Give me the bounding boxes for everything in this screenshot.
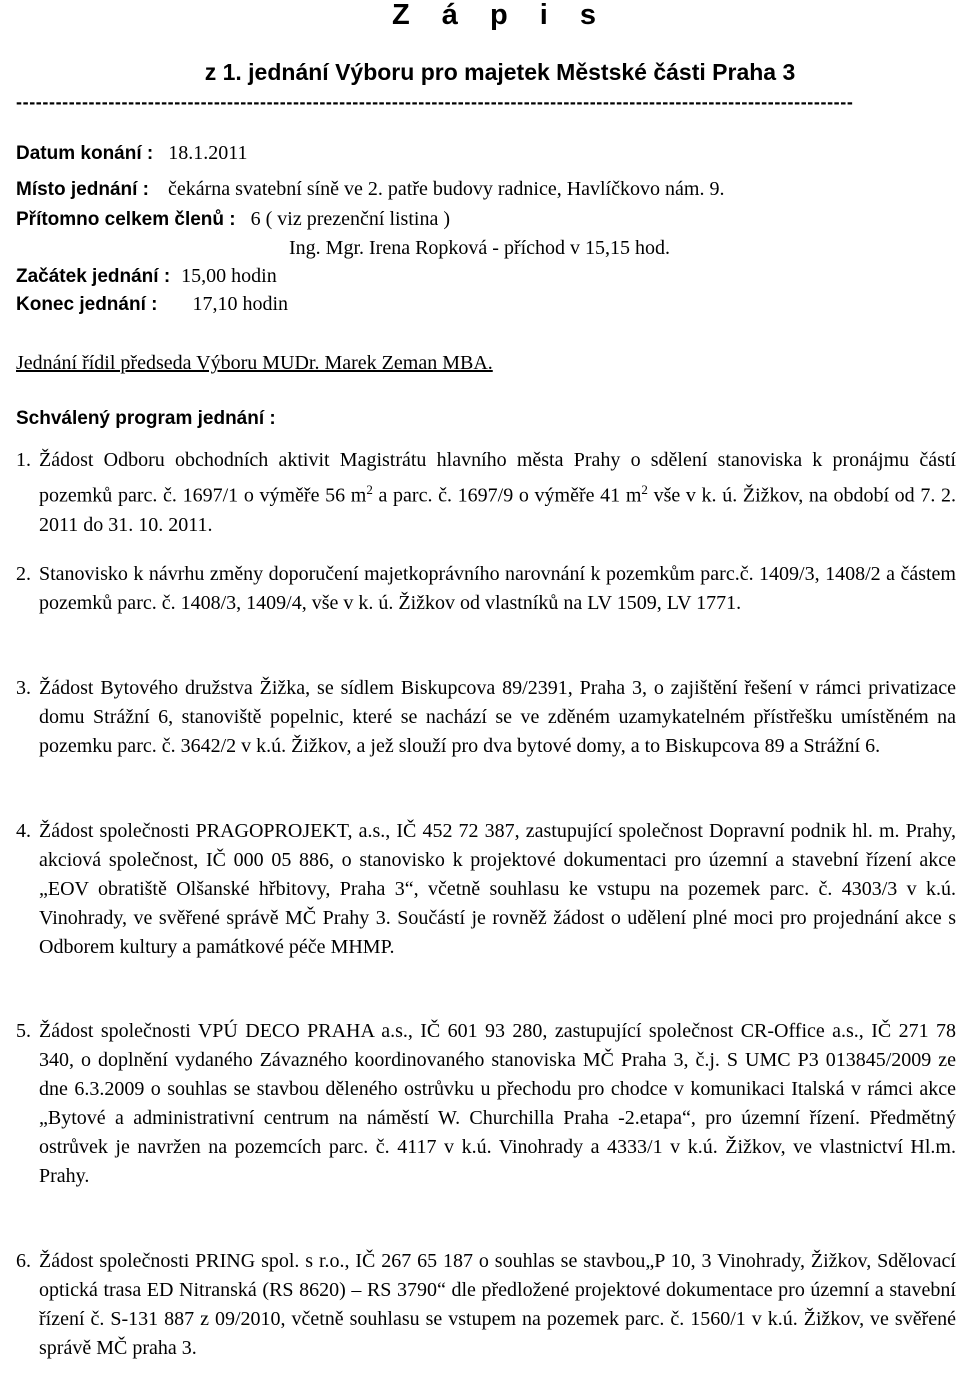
date-label: Datum konání : — [16, 143, 154, 164]
item-text-part: Žádost Odboru obchodních aktivit Magistrátu hlavního města Prahy o sdělení stanoviska k pronájmu částí pozemků parc. č. 1697/1 o výměře 56 m — [39, 449, 956, 507]
start-time-row — [16, 264, 277, 289]
item-number: 5. — [16, 1020, 31, 1042]
place-label: Místo jednání : — [16, 179, 149, 200]
present-label: Přítomno celkem členů : — [16, 209, 236, 230]
separator-line: ------------------------------------------------------------------------------------------------------------------------------- — [16, 92, 854, 112]
end-value: 17,10 hodin — [192, 293, 289, 315]
item-text-part: vše v k. ú. Žižkov, na období od 7. 2. 2011 do 31. 10. 2011. — [39, 484, 956, 536]
place-value: čekárna svatební síně ve 2. patře budovy radnice, Havlíčkovo nám. 9. — [168, 178, 725, 200]
item-text: Žádost společnosti PRING spol. s r.o., IČ 267 65 187 o souhlas se stavbou„P 10, 3 Vinohrady, Žižkov, Sdělovací optická trasa ED Nitranská (RS 8620) – RS 3790“ dle předložené projektové dokumentace pro územní a stavební řízení č. S-131 887 z 09/2010, včetně souhlasu se vstupem na pozemek parc. č. 1560/1 v k.ú. Žižkov, ve svěřené správě MČ praha 3. — [39, 1250, 956, 1359]
start-value: 15,00 hodin — [181, 265, 277, 287]
item-number: 1. — [16, 449, 31, 471]
present-value: 6 ( viz prezenční listina ) — [250, 208, 450, 230]
program-item-2 — [16, 560, 956, 618]
chairman-text: Jednání řídil předseda Výboru MUDr. Marek Zeman MBA. — [16, 352, 493, 374]
superscript: 2 — [366, 482, 373, 497]
document-title: Z á p i s — [392, 0, 608, 31]
start-label: Začátek jednání : — [16, 266, 171, 287]
attendance-row — [16, 207, 450, 232]
item-text: Žádost společnosti PRAGOPROJEKT, a.s., IČ 452 72 387, zastupující společnost Dopravní podnik hl. m. Prahy, akciová společnost, IČ 000 05 886, o stanovisko k projektové dokumentaci pro územní a stavební řízení akce „EOV obratiště Olšanské hřbitovy, Praha 3“, včetně souhlasu ke vstupu na pozemek parc. č. 4303/3 v k.ú. Vinohrady, ve svěřené správě MČ Prahy 3. Součástí je rovněž žádost o udělení plné moci pro projednání akce s Odborem kultury a památkové péče MHMP. — [39, 820, 956, 958]
program-item-4 — [16, 817, 956, 962]
chairman-line — [16, 351, 493, 375]
program-item-6 — [16, 1247, 956, 1363]
program-item-3 — [16, 674, 956, 761]
date-value: 18.1.2011 — [168, 142, 248, 164]
meeting-date-row — [16, 141, 248, 166]
program-heading: Schválený program jednání : — [16, 408, 276, 429]
program-item-5 — [16, 1017, 956, 1191]
superscript: 2 — [641, 482, 648, 497]
item-number: 6. — [16, 1250, 31, 1272]
item-number: 4. — [16, 820, 31, 842]
end-time-row — [16, 292, 288, 317]
item-text: Stanovisko k návrhu změny doporučení majetkoprávního narovnání k pozemkům parc.č. 1409/3, 1408/2 a částem pozemků parc. č. 1408/3, 1409/4, vše v k. ú. Žižkov od vlastníků na LV 1509, LV 1771. — [39, 563, 956, 614]
item-number: 3. — [16, 677, 31, 699]
document-subtitle: z 1. jednání Výboru pro majetek Městské části Praha 3 — [204, 59, 796, 85]
item-number: 2. — [16, 563, 31, 585]
late-arrival-note: Ing. Mgr. Irena Ropková - příchod v 15,15 hod. — [289, 237, 671, 259]
program-item-1 — [16, 446, 956, 540]
item-text-part: a parc. č. 1697/9 o výměře 41 m — [372, 484, 642, 507]
item-text: Žádost společnosti VPÚ DECO PRAHA a.s., IČ 601 93 280, zastupující společnost CR-Office a.s., IČ 271 78 340, o doplnění vydaného Závazného koordinovaného stanoviska MČ Praha 3, č.j. S UMC P3 013845/2009 ze dne 6.3.2009 o souhlas se stavbou děleného ostrůvku u přechodu pro chodce v komunikaci Italská v rámci akce „Bytové a administrativní centrum na náměstí W. Churchilla Praha -2.etapa“, pro územní řízení. Předmětný ostrůvek je navržen na pozemcích parc. č. 4117 v k.ú. Vinohrady a 4333/1 v k.ú. Žižkov, ve vlastnictví Hl.m. Prahy. — [39, 1020, 956, 1187]
meeting-place-row — [16, 177, 724, 202]
item-text: Žádost Bytového družstva Žižka, se sídlem Biskupcova 89/2391, Praha 3, o zajištění řešení v rámci privatizace domu Strážní 6, stanoviště popelnic, které se nachází se ve zděném uzamykatelném přístřešku umístěném na pozemku parc. č. 3642/2 v k.ú. Žižkov, a jež slouží pro dva bytové domy, a to Biskupcova 89 a Strážní 6. — [39, 677, 956, 757]
end-label: Konec jednání : — [16, 294, 158, 315]
item-text — [39, 446, 956, 540]
